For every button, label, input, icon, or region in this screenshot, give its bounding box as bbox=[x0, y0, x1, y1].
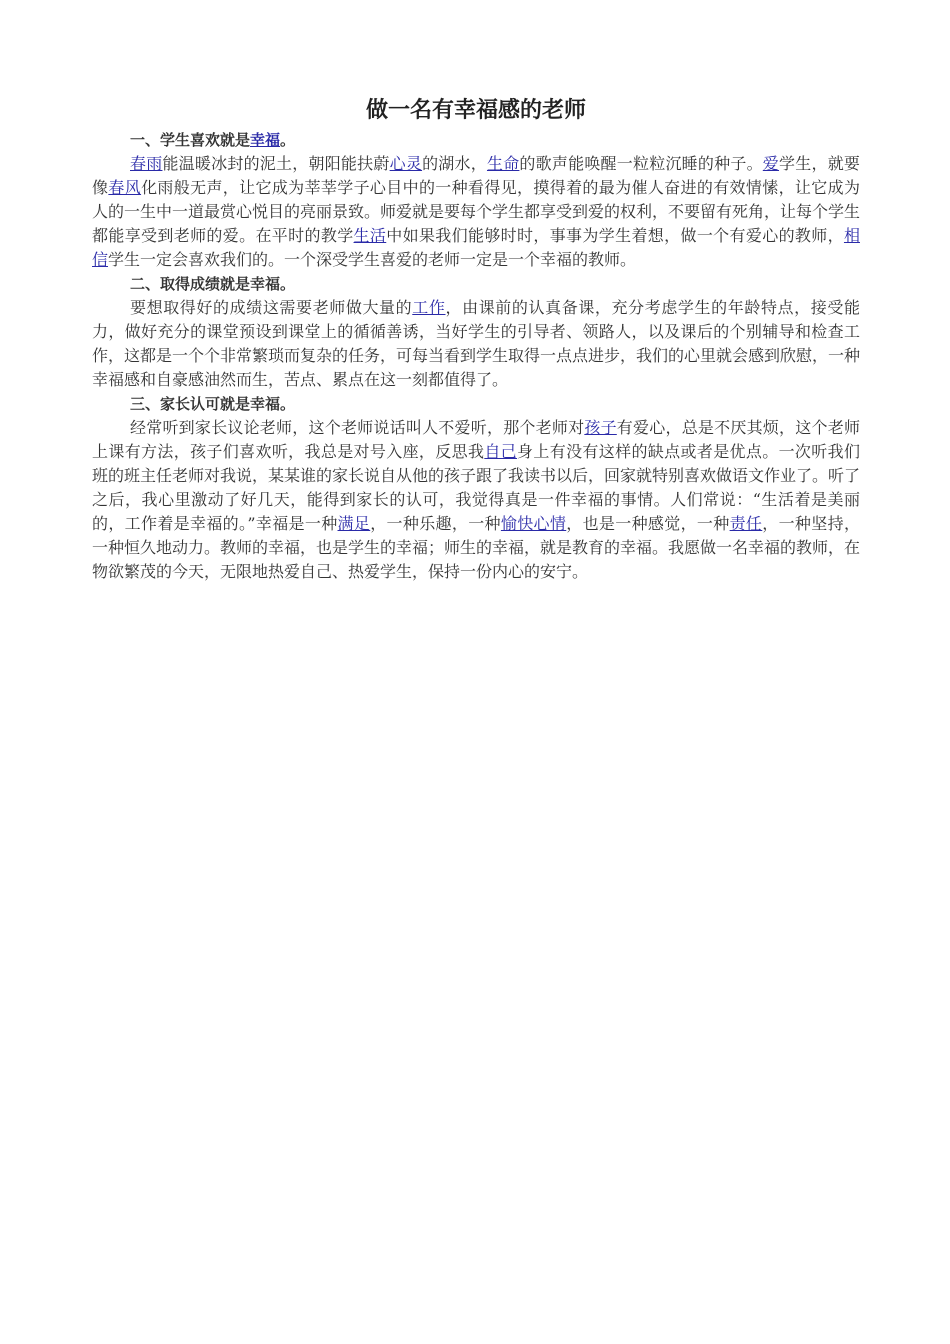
paragraph-text: 的歌声能唤醒一粒粒沉睡的种子。 bbox=[519, 154, 763, 173]
inline-link[interactable]: 愉快心情 bbox=[500, 514, 567, 533]
paragraph-text: 学生，就要像 bbox=[92, 154, 860, 197]
paragraph-text: 化雨般无声，让它成为莘莘学子心目中的一种看得见，摸得着的最为催人奋进的有效情愫，让它成为人的一生中一道最赏心悦目的亮丽景致。师爱就是要每个学生都享受到爱的权利，不要留有死角，让每个学生都能享受到老师的爱。在平时的教学 bbox=[92, 178, 861, 245]
heading-text: 。 bbox=[280, 131, 296, 149]
paragraph-text: ，也是一种感觉，一种 bbox=[566, 514, 730, 533]
inline-link[interactable]: 孩子 bbox=[584, 418, 617, 437]
heading-text: 一、学生喜欢就是 bbox=[130, 131, 251, 149]
paragraph-text: 能温暖冰封的泥土，朝阳能扶蔚 bbox=[162, 154, 390, 173]
paragraph-text: 经常听到家长议论老师，这个老师说话叫人不爱听，那个老师对 bbox=[130, 418, 585, 437]
document-title: 做一名有幸福感的老师 bbox=[365, 98, 586, 123]
inline-link[interactable]: 责任 bbox=[729, 514, 763, 533]
paragraph-text: ，一种坚持，一种恒久地动力。教师的幸福，也是学生的幸福；师生的幸福，就是教育的幸福。我愿做一名幸福的教师，在物欲繁茂的今天，无限地热爱自己、热爱学生，保持一份内心的安宁。 bbox=[92, 514, 861, 581]
heading-text: 三、家长认可就是幸福。 bbox=[130, 395, 296, 413]
paragraph-text: 学生一定会喜欢我们的。一个深受学生喜爱的老师一定是一个幸福的教师。 bbox=[108, 250, 637, 269]
paragraph-text: ，由课前的认真备课，充分考虑学生的年龄特点，接受能力，做好充分的课堂预设到课堂上的循循善诱，当好学生的引导者、领路人，以及课后的个别辅导和检查工作，这都是一个个非常繁琐而复杂的任务，可每当看到学生取得一点点进步，我们的心里就会感到欣慰，一种幸福感和自豪感油然而生，苦点、累点在这一刻都值得了。 bbox=[92, 298, 861, 389]
paragraph-text: 有爱心，总是不厌其烦，这个老师上课有方法，孩子们喜欢听，我总是对号入座，反思我 bbox=[92, 418, 860, 461]
section-paragraph bbox=[92, 296, 860, 392]
inline-link[interactable]: 满足 bbox=[337, 514, 371, 533]
section-3 bbox=[92, 392, 860, 584]
section-paragraph bbox=[92, 152, 860, 272]
inline-link[interactable]: 相信 bbox=[92, 226, 860, 269]
section-heading bbox=[92, 272, 860, 296]
inline-link[interactable]: 生命 bbox=[486, 154, 520, 173]
inline-link[interactable]: 春风 bbox=[108, 178, 142, 197]
inline-link[interactable]: 自己 bbox=[484, 442, 518, 461]
inline-link[interactable]: 爱 bbox=[762, 154, 780, 173]
inline-link[interactable]: 工作 bbox=[412, 298, 446, 317]
heading-link-xingfu[interactable]: 幸福 bbox=[250, 131, 281, 149]
section-paragraph bbox=[92, 416, 860, 584]
paragraph-text: 的湖水， bbox=[422, 154, 487, 173]
section-heading bbox=[92, 392, 860, 416]
document-page bbox=[92, 96, 860, 584]
section-2 bbox=[92, 272, 860, 392]
section-1 bbox=[92, 128, 860, 272]
paragraph-text: 中如果我们能够时时，事事为学生着想，做一个有爱心的教师， bbox=[386, 226, 844, 245]
paragraph-text: 身上有没有这样的缺点或者是优点。一次听我们班的班主任老师对我说，某某谁的家长说自从他的孩子跟了我读书以后，回家就特别喜欢做语文作业了。听了之后，我心里激动了好几天，能得到家长的认可，我觉得真是一件幸福的事情。人们常说：“生活着是美丽的，工作着是幸福的。”幸福是一种 bbox=[92, 442, 861, 533]
inline-link[interactable]: 生活 bbox=[353, 226, 387, 245]
paragraph-text: 要想取得好的成绩这需要老师做大量的 bbox=[130, 298, 413, 317]
inline-link[interactable]: 心灵 bbox=[389, 154, 423, 173]
paragraph-text: ，一种乐趣，一种 bbox=[370, 514, 501, 533]
heading-text: 二、取得成绩就是幸福。 bbox=[130, 275, 296, 293]
inline-link[interactable]: 春雨 bbox=[130, 154, 163, 173]
section-heading bbox=[92, 128, 860, 152]
